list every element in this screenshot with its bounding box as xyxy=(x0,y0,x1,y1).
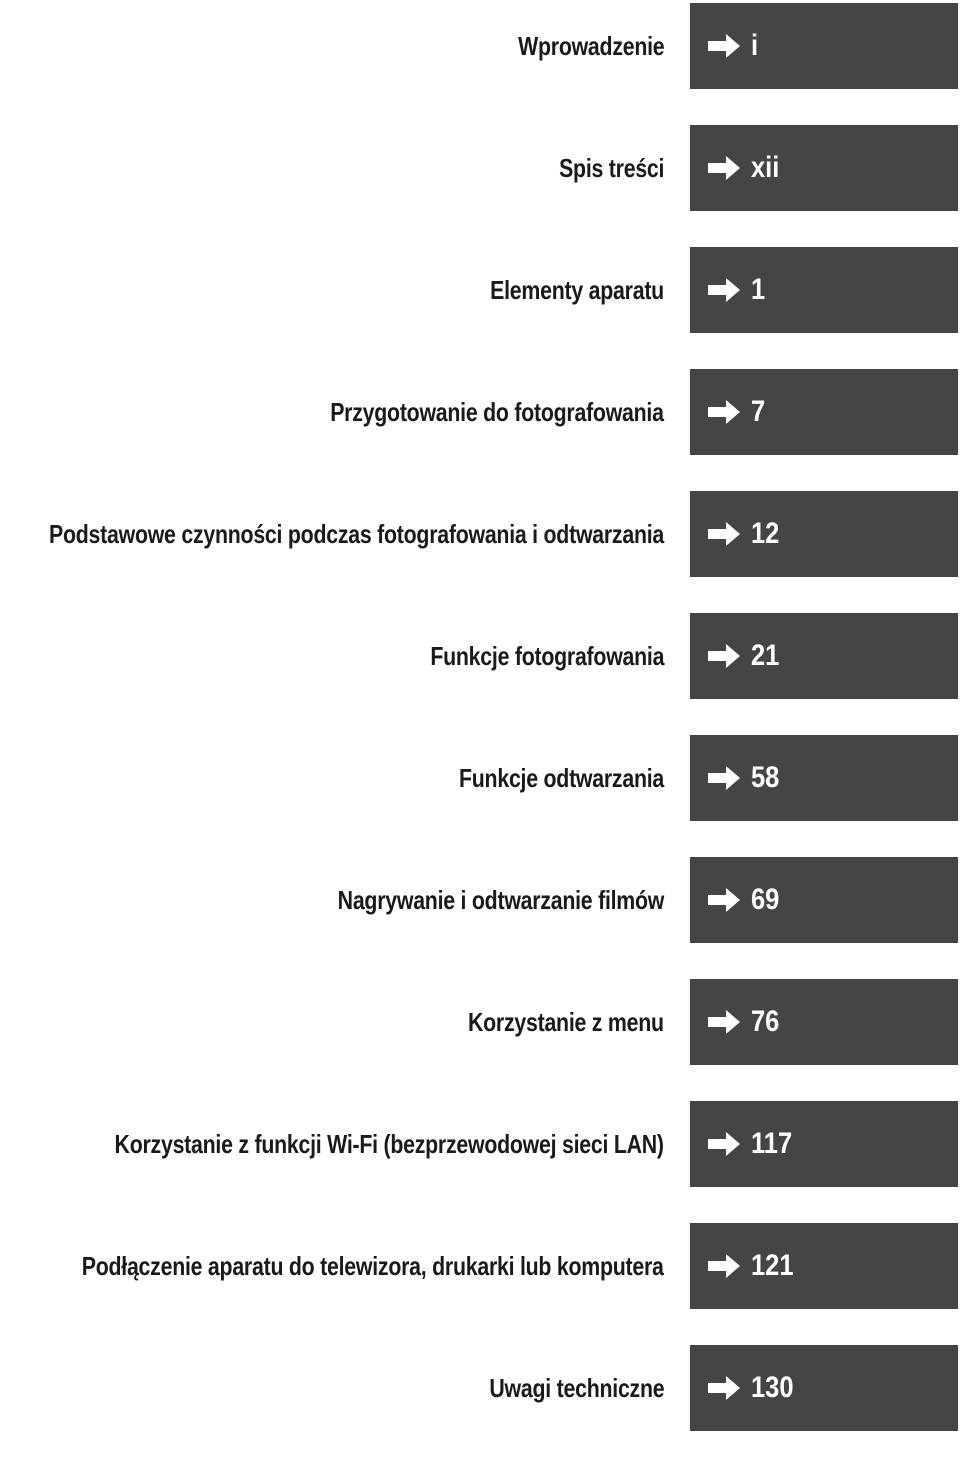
toc-entry-label: Podłączenie aparatu do telewizora, drukarki lub komputera xyxy=(82,1251,664,1281)
toc-entry-label: Podstawowe czynności podczas fotografowania i odtwarzania xyxy=(48,519,664,549)
toc-row xyxy=(0,1101,960,1187)
toc-entry-label: Elementy aparatu xyxy=(490,275,664,305)
toc-page-tab[interactable] xyxy=(690,3,958,89)
toc-row xyxy=(0,735,960,821)
arrow-right-icon xyxy=(706,1130,742,1158)
toc-page-number: 7 xyxy=(751,395,766,428)
arrow-right-icon xyxy=(706,764,742,792)
toc-page-number: 1 xyxy=(751,273,766,306)
toc-page-tab[interactable] xyxy=(690,1223,958,1309)
toc-page-tab[interactable] xyxy=(690,125,958,211)
toc-entry-label: Uwagi techniczne xyxy=(489,1373,664,1403)
toc-page-tab[interactable] xyxy=(690,735,958,821)
toc-page-tab[interactable] xyxy=(690,979,958,1065)
arrow-right-icon xyxy=(706,276,742,304)
arrow-right-icon xyxy=(706,642,742,670)
toc-row xyxy=(0,1223,960,1309)
toc-row xyxy=(0,491,960,577)
toc-page-number: 117 xyxy=(751,1127,793,1160)
toc-page-tab[interactable] xyxy=(690,1345,958,1431)
toc-page-tab[interactable] xyxy=(690,491,958,577)
toc-page-number: 69 xyxy=(751,883,780,916)
toc-row xyxy=(0,613,960,699)
toc-page-number: 130 xyxy=(751,1371,794,1404)
toc-row xyxy=(0,125,960,211)
toc-page-number: i xyxy=(751,29,759,62)
toc-page-number: 58 xyxy=(751,761,780,794)
toc-row xyxy=(0,369,960,455)
arrow-right-icon xyxy=(706,520,742,548)
toc-row xyxy=(0,1345,960,1431)
toc-entry-label: Wprowadzenie xyxy=(517,31,664,61)
toc-row xyxy=(0,979,960,1065)
toc-page-number: 121 xyxy=(751,1249,794,1282)
toc-page-tab[interactable] xyxy=(690,857,958,943)
toc-page-tab[interactable] xyxy=(690,1101,958,1187)
arrow-right-icon xyxy=(706,398,742,426)
toc-entry-label: Spis treści xyxy=(558,153,664,183)
toc-entry-label: Korzystanie z funkcji Wi-Fi (bezprzewodowej sieci LAN) xyxy=(114,1129,664,1159)
toc-page-tab[interactable] xyxy=(690,369,958,455)
arrow-right-icon xyxy=(706,154,742,182)
toc-row xyxy=(0,247,960,333)
toc-page-number: 12 xyxy=(751,517,780,550)
toc-page-number: 21 xyxy=(751,639,780,672)
arrow-right-icon xyxy=(706,886,742,914)
toc-entry-label: Funkcje odtwarzania xyxy=(458,763,664,793)
toc-page-number: 76 xyxy=(751,1005,780,1038)
toc-entry-label: Nagrywanie i odtwarzanie filmów xyxy=(337,885,664,915)
toc-page-tab[interactable] xyxy=(690,247,958,333)
arrow-right-icon xyxy=(706,1252,742,1280)
arrow-right-icon xyxy=(706,32,742,60)
toc-row xyxy=(0,857,960,943)
arrow-right-icon xyxy=(706,1374,742,1402)
toc-entry-label: Przygotowanie do fotografowania xyxy=(330,397,664,427)
toc-entry-label: Funkcje fotografowania xyxy=(430,641,664,671)
toc-entry-label: Korzystanie z menu xyxy=(468,1007,664,1037)
arrow-right-icon xyxy=(706,1008,742,1036)
table-of-contents xyxy=(0,3,960,1467)
toc-page-tab[interactable] xyxy=(690,613,958,699)
toc-page-number: xii xyxy=(751,151,780,184)
toc-row xyxy=(0,3,960,89)
